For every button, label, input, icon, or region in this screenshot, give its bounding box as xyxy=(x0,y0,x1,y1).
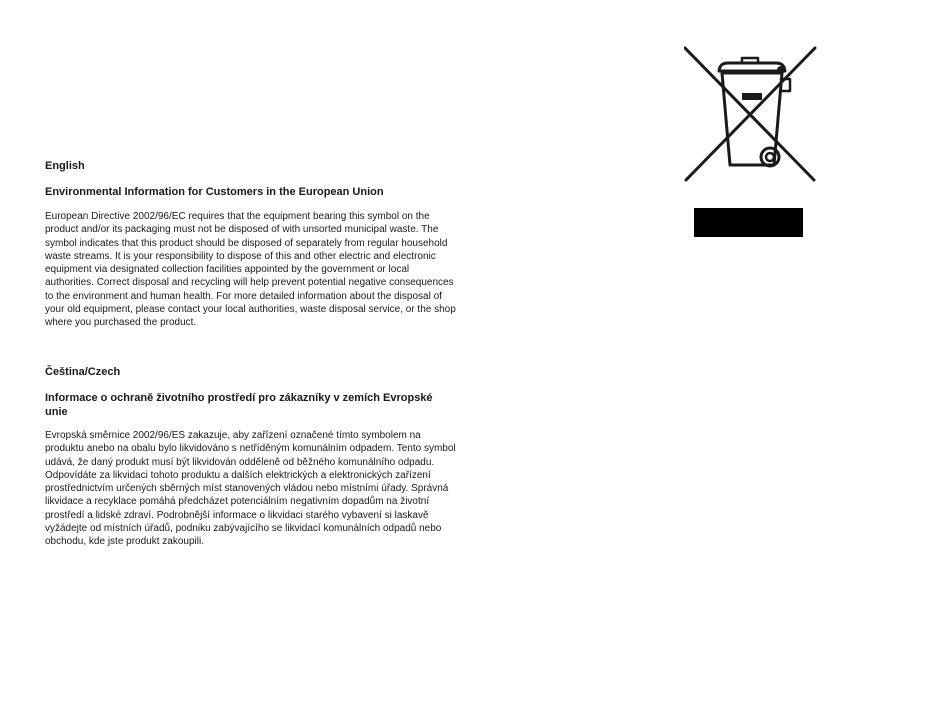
body-paragraph-english: European Directive 2002/96/EC requires that the equipment bearing this symbol on the product and/or its packaging must not be disposed of with unsorted municipal waste. The symbol indicates that this product should be disposed of separately from regular household waste streams. It is your responsibility to dispose of this and other electric and electronic equipment via designated collection facilities appointed by the government or local authorities. Correct disposal and recycling will help prevent potential negative consequences to the environment and human health. For more detailed information about the disposal of your old equipment, please contact your local authorities, waste disposal service, or the shop where you purchased the product. xyxy=(45,211,456,329)
language-heading-czech: Čeština/Czech xyxy=(45,366,121,378)
crossed-out-wheelie-bin-icon xyxy=(684,45,818,183)
section-title-english: Environmental Information for Customers in the European Union xyxy=(45,186,384,198)
section-czech xyxy=(45,365,457,549)
weee-solid-bar xyxy=(694,208,803,237)
language-heading-english: English xyxy=(45,160,85,172)
section-title-czech: Informace o ochraně životního prostředí pro zákazníky v zemích Evropské unie xyxy=(45,392,433,418)
section-english xyxy=(45,159,457,330)
body-paragraph-czech: Evropská směrnice 2002/96/ES zakazuje, aby zařízení označené tímto symbolem na produktu anebo na obalu bylo likvidováno s netříděným komunálním odpadem. Tento symbol udává, že daný produkt musí být likvidován odděleně od běžného komunálního odpadu. Odpovídáte za likvidaci tohoto produktu a dalších elektrických a elektronických zařízení prostřednictvím určených sběrných míst stanovených vládou nebo místními úřady. Správná likvidace a recyklace pomáhá předcházet potenciálním negativním dopadům na životní prostředí a lidské zdraví. Podrobnější informace o likvidaci starého vybavení si laskavě vyžádejte od místních úřadů, podniku zabývajícího se likvidací komunálních odpadů nebo obchodu, kde jste produkt zakoupili. xyxy=(45,430,456,548)
